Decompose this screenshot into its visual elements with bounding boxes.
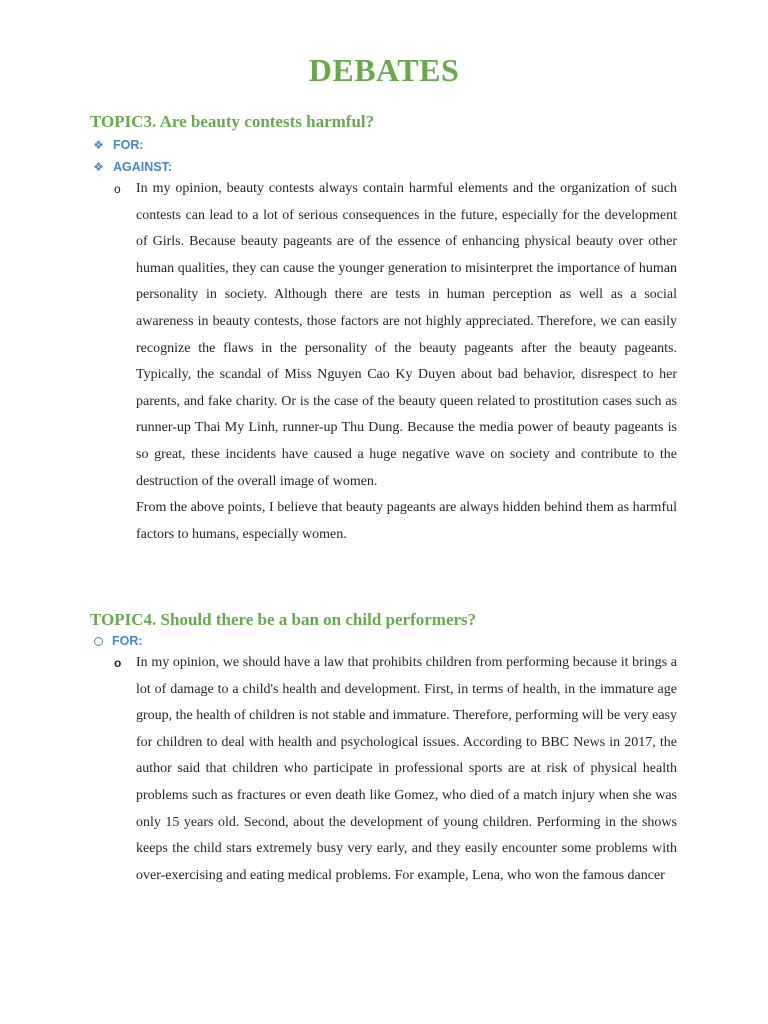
topic4-for-paragraph: In my opinion, we should have a law that prohibits children from performing because it brings a lot of damage to a child's health and development. First, in terms of health, in the immature age group, the health of children is not stable and immature. Therefore, performing will be very easy for children to deal with health and psychological issues. According to BBC News in 2017, the author said that children who participate in professional sports are at risk of physical health problems such as fractures or even death like Gomez, who died of a match injury when she was only 15 years old. Second, about the development of young children. Performing in the shows keeps the child stars extremely busy very early, and they easily encounter some problems with over-exercising and eating medical problems. For example, Lena, who won the famous dancer [136,655,677,883]
circle-bullet-icon [94,637,103,646]
document-title: DEBATES [308,52,460,88]
list-bullet-icon: o [114,656,122,670]
diamond-bullet-icon: ❖ [93,160,104,174]
topic3-conclusion-paragraph: From the above points, I believe that beauty pageants are always hidden behind them as harmful factors to humans, especially women. [136,500,677,542]
topic4-for-argument [136,650,677,889]
topic4-for-row [92,632,143,650]
topic3-against-argument [136,176,677,548]
diamond-bullet-icon: ❖ [93,138,104,152]
topic3-heading: TOPIC3. Are beauty contests harmful? [90,112,375,131]
topic3-against-paragraph: In my opinion, beauty contests always contain harmful elements and the organization of such contests can lead to a lot of serious consequences in the future, especially for the development of Girls. Because beauty pageants are of the essence of enhancing physical beauty over other human qualities, they can cause the younger generation to misinterpret the importance of human personality in society. Although there are tests in human perception as well as a social awareness in beauty contests, those factors are not highly appreciated. Therefore, we can easily recognize the flaws in the personality of the beauty pageants after the beauty pageants. Typically, the scandal of Miss Nguyen Cao Ky Duyen about bad behavior, disrespect to her parents, and fake charity. Or is the case of the beauty queen related to prostitution cases such as runner-up Thai My Linh, runner-up Thu Dung. Because the media power of beauty pageants is so great, these incidents have caused a huge negative wave on society and contribute to the destruction of the overall image of women. [136,181,677,489]
topic3-against-row [92,158,172,176]
topic4-for-label: FOR: [112,634,143,648]
list-bullet-icon: o [114,182,121,196]
topic3-for-row [92,136,144,154]
topic3-against-label: AGAINST: [113,160,173,174]
topic4-heading: TOPIC4. Should there be a ban on child performers? [90,610,477,629]
topic3-for-label: FOR: [113,138,144,152]
